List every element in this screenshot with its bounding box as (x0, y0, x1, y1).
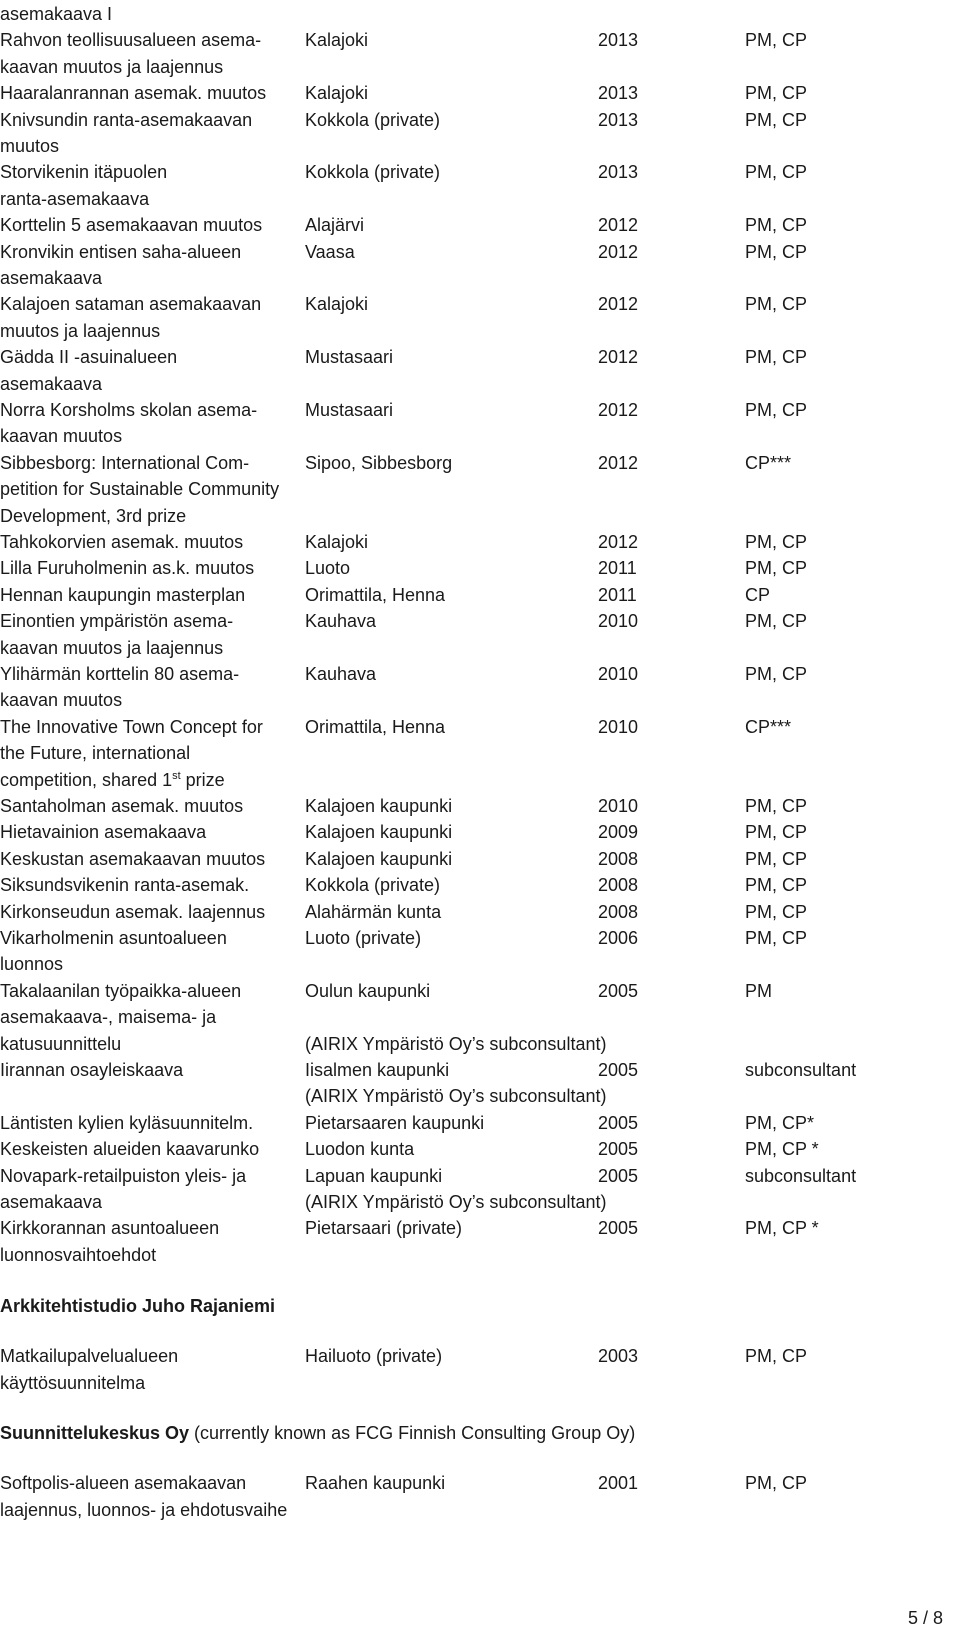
project-year: 2008 (598, 848, 639, 869)
project-role: PM, CP (745, 875, 808, 896)
project-role: PM, CP (745, 848, 808, 869)
project-role: subconsultant (745, 1060, 857, 1080)
company-note: (currently known as FCG Finnish Consulting Group Oy) (189, 1423, 636, 1443)
client-name: Kalajoki (305, 294, 369, 315)
table-row (0, 1242, 960, 1269)
project-name: laajennus, luonnos- ja ehdotusvaihe (0, 1499, 288, 1520)
project-year: 2005 (598, 1218, 639, 1239)
table-row (0, 899, 960, 926)
project-year: 2012 (598, 294, 639, 315)
project-role: PM, CP (745, 901, 808, 922)
client-name: Kauhava (305, 664, 377, 684)
project-role: PM, CP (745, 241, 808, 262)
table-row (0, 819, 960, 846)
project-year: 2005 (598, 1060, 639, 1080)
table-row (0, 555, 960, 582)
project-role: subconsultant (745, 1165, 857, 1186)
project-role: PM, CP (745, 162, 808, 183)
project-name: asemakaava (0, 373, 103, 394)
project-year: 2013 (598, 162, 639, 183)
table-row (0, 107, 960, 134)
project-name: petition for Sustainable Community (0, 479, 280, 500)
project-name: asemakaava (0, 268, 103, 288)
table-row (0, 450, 960, 477)
project-year: 2005 (598, 1165, 639, 1186)
project-role: PM, CP (745, 1473, 808, 1494)
client-name: Pietarsaaren kaupunki (305, 1112, 485, 1133)
project-year: 2011 (598, 558, 637, 579)
client-name: Kalajoki (305, 532, 369, 552)
ordinal-superscript: st (172, 769, 181, 782)
project-name: katusuunnittelu (0, 1033, 122, 1054)
project-name: Korttelin 5 asemakaavan muutos (0, 215, 263, 236)
client-name: Alahärmän kunta (305, 901, 442, 922)
client-note: (AIRIX Ympäristö Oy’s subconsultant) (305, 1033, 607, 1054)
client-name: Oulun kaupunki (305, 980, 431, 1001)
table-row (0, 925, 960, 952)
project-role: PM, CP (745, 215, 808, 236)
table-row (0, 159, 960, 186)
client-name: Kalajoen kaupunki (305, 848, 453, 869)
client-name: Vaasa (305, 241, 355, 262)
table-row (0, 476, 960, 503)
project-name: kaavan muutos (0, 690, 123, 711)
project-name: luonnosvaihtoehdot (0, 1244, 157, 1265)
project-role: PM, CP (745, 664, 808, 684)
project-role: PM, CP (745, 532, 808, 552)
project-name: kaavan muutos ja laajennus (0, 637, 224, 658)
table-row (0, 371, 960, 398)
table-row (0, 1, 960, 28)
project-name: muutos (0, 136, 60, 156)
project-name: Einontien ympäristön asema- (0, 611, 234, 632)
project-year: 2010 (598, 664, 639, 684)
client-name: Alajärvi (305, 215, 365, 236)
client-name: Hailuoto (private) (305, 1346, 443, 1367)
project-name: Tahkokorvien asemak. muutos (0, 532, 244, 552)
table-row (0, 1083, 960, 1110)
table-row (0, 951, 960, 978)
section-heading (0, 1293, 960, 1320)
project-year: 2008 (598, 875, 639, 896)
table-row (0, 291, 960, 318)
project-name: Keskeisten alueiden kaavarunko (0, 1139, 260, 1160)
page-number: 5 / 8 (908, 1608, 944, 1628)
project-role: PM (745, 980, 772, 1001)
project-name: Novapark-retailpuiston yleis- ja (0, 1165, 247, 1186)
table-row (0, 503, 960, 530)
client-name: Kauhava (305, 611, 377, 632)
table-row (0, 529, 960, 556)
project-name: Siksundsvikenin ranta-asemak. (0, 875, 250, 896)
project-name: Hietavainion asemakaava (0, 822, 207, 843)
client-name: Luoto (305, 558, 351, 579)
project-role: CP*** (745, 716, 792, 737)
table-row (0, 1189, 960, 1216)
project-year: 2010 (598, 796, 639, 816)
client-name: Lapuan kaupunki (305, 1165, 443, 1186)
table-row (0, 265, 960, 292)
project-year: 2012 (598, 400, 639, 420)
project-year: 2013 (598, 30, 639, 51)
project-name: asemakaava I (0, 4, 113, 24)
client-note: (AIRIX Ympäristö Oy’s subconsultant) (305, 1086, 607, 1107)
client-name: Mustasaari (305, 347, 394, 368)
project-role: PM, CP (745, 400, 808, 420)
project-name: ranta-asemakaava (0, 188, 150, 209)
project-name: Softpolis-alueen asemakaavan (0, 1473, 247, 1494)
project-year: 2010 (598, 716, 639, 737)
table-row (0, 767, 960, 794)
project-role: PM, CP (745, 1346, 808, 1367)
project-name: Kalajoen sataman asemakaavan (0, 294, 262, 315)
project-year: 2001 (598, 1473, 639, 1494)
table-row (0, 423, 960, 450)
project-name: Knivsundin ranta-asemakaavan (0, 109, 253, 130)
table-row (0, 80, 960, 107)
table-row (0, 1215, 960, 1242)
project-name: Norra Korsholms skolan asema- (0, 400, 258, 420)
table-row (0, 872, 960, 899)
project-year: 2013 (598, 83, 639, 104)
table-row (0, 846, 960, 873)
project-year: 2012 (598, 452, 639, 473)
table-row (0, 133, 960, 160)
table-row (0, 714, 960, 741)
project-name: Haaralanrannan asemak. muutos (0, 83, 267, 104)
project-role: PM, CP (745, 30, 808, 51)
project-name: asemakaava-, maisema- ja (0, 1007, 217, 1028)
table-row (0, 635, 960, 662)
table-row (0, 1370, 960, 1397)
project-name: competition, shared 1st prize (0, 769, 225, 790)
project-year: 2012 (598, 215, 639, 236)
table-row (0, 1057, 960, 1084)
project-role: CP*** (745, 452, 792, 473)
project-role: PM, CP (745, 928, 808, 948)
table-row (0, 1497, 960, 1524)
table-row (0, 661, 960, 688)
table-row (0, 318, 960, 345)
project-name: kaavan muutos ja laajennus (0, 56, 224, 77)
project-role: PM, CP * (745, 1218, 819, 1239)
table-row (0, 239, 960, 266)
project-role: PM, CP (745, 558, 808, 579)
project-name: the Future, international (0, 743, 191, 764)
client-name: Kalajoki (305, 83, 369, 104)
project-name: Vikarholmenin asuntoalueen (0, 928, 227, 948)
project-year: 2012 (598, 347, 639, 368)
table-row (0, 582, 960, 609)
project-name: Kirkonseudun asemak. laajennus (0, 901, 266, 922)
company-name: Arkkitehtistudio Juho Rajaniemi (0, 1296, 276, 1317)
client-name: Kalajoki (305, 30, 369, 51)
table-row (0, 54, 960, 81)
section-heading (0, 1420, 960, 1447)
table-row (0, 1163, 960, 1190)
project-name: luonnos (0, 954, 64, 975)
project-name: asemakaava (0, 1192, 103, 1212)
client-note: (AIRIX Ympäristö Oy’s subconsultant) (305, 1192, 607, 1212)
client-name: Pietarsaari (private) (305, 1218, 463, 1239)
project-name: Hennan kaupungin masterplan (0, 584, 246, 605)
project-role: PM, CP (745, 796, 808, 816)
project-year: 2009 (598, 822, 639, 843)
client-name: Kalajoen kaupunki (305, 822, 453, 843)
company-heading (0, 1420, 635, 1447)
project-year: 2012 (598, 532, 639, 552)
client-name: Sipoo, Sibbesborg (305, 452, 453, 473)
company-name: Suunnittelukeskus Oy (0, 1423, 190, 1443)
project-year: 2008 (598, 901, 639, 922)
project-name-tail: prize (180, 769, 225, 790)
table-row (0, 687, 960, 714)
project-name: Matkailupalvelualueen (0, 1346, 179, 1367)
project-year: 2011 (598, 584, 637, 605)
project-name: Iirannan osayleiskaava (0, 1060, 184, 1080)
table-row (0, 793, 960, 820)
client-name: Kokkola (private) (305, 162, 441, 183)
table-row (0, 1031, 960, 1058)
table-row (0, 1136, 960, 1163)
table-row (0, 344, 960, 371)
table-row (0, 978, 960, 1005)
project-name: kaavan muutos (0, 426, 123, 447)
client-name: Luodon kunta (305, 1139, 415, 1160)
project-year: 2010 (598, 611, 639, 632)
project-year: 2012 (598, 241, 639, 262)
table-row (0, 397, 960, 424)
table-row (0, 186, 960, 213)
project-role: PM, CP (745, 83, 808, 104)
project-name: Keskustan asemakaavan muutos (0, 848, 266, 869)
project-role: PM, CP (745, 294, 808, 315)
project-year: 2003 (598, 1346, 639, 1367)
project-role: PM, CP * (745, 1139, 819, 1160)
project-name: Santaholman asemak. muutos (0, 796, 244, 816)
table-row (0, 1110, 960, 1137)
project-name: muutos ja laajennus (0, 320, 161, 341)
table-row (0, 1004, 960, 1031)
client-name: Kokkola (private) (305, 875, 441, 896)
project-name: Sibbesborg: International Com- (0, 452, 250, 473)
table-row (0, 1343, 960, 1370)
project-year: 2013 (598, 109, 639, 130)
client-name: Kokkola (private) (305, 109, 441, 130)
project-name: Kronvikin entisen saha-alueen (0, 241, 242, 262)
project-year: 2005 (598, 1139, 639, 1160)
project-role: PM, CP (745, 347, 808, 368)
client-name: Iisalmen kaupunki (305, 1060, 450, 1080)
project-name: Lilla Furuholmenin as.k. muutos (0, 558, 255, 579)
project-role: PM, CP (745, 109, 808, 130)
table-row (0, 1470, 960, 1497)
project-role: PM, CP (745, 611, 808, 632)
client-name: Mustasaari (305, 400, 394, 420)
client-name: Luoto (private) (305, 928, 422, 948)
project-role: CP (745, 584, 771, 605)
client-name: Kalajoen kaupunki (305, 796, 453, 816)
project-name: Takalaanilan työpaikka-alueen (0, 980, 242, 1001)
table-row (0, 740, 960, 767)
client-name: Orimattila, Henna (305, 716, 446, 737)
project-role: PM, CP (745, 822, 808, 843)
project-name: Gädda II -asuinalueen (0, 347, 178, 368)
project-year: 2006 (598, 928, 639, 948)
client-name: Raahen kaupunki (305, 1473, 446, 1494)
project-year: 2005 (598, 980, 639, 1001)
project-year: 2005 (598, 1112, 639, 1133)
project-name: Kirkkorannan asuntoalueen (0, 1218, 220, 1239)
project-name: The Innovative Town Concept for (0, 716, 263, 737)
project-name: Läntisten kylien kyläsuunnitelm. (0, 1112, 254, 1133)
table-row (0, 27, 960, 54)
project-name: Development, 3rd prize (0, 505, 187, 526)
project-name: käyttösuunnitelma (0, 1372, 146, 1393)
table-row (0, 212, 960, 239)
client-name: Orimattila, Henna (305, 584, 446, 605)
project-name: Storvikenin itäpuolen (0, 162, 168, 183)
project-name: Ylihärmän korttelin 80 asema- (0, 664, 240, 684)
project-name: Rahvon teollisuusalueen asema- (0, 30, 262, 51)
table-row (0, 608, 960, 635)
project-role: PM, CP* (745, 1112, 815, 1133)
